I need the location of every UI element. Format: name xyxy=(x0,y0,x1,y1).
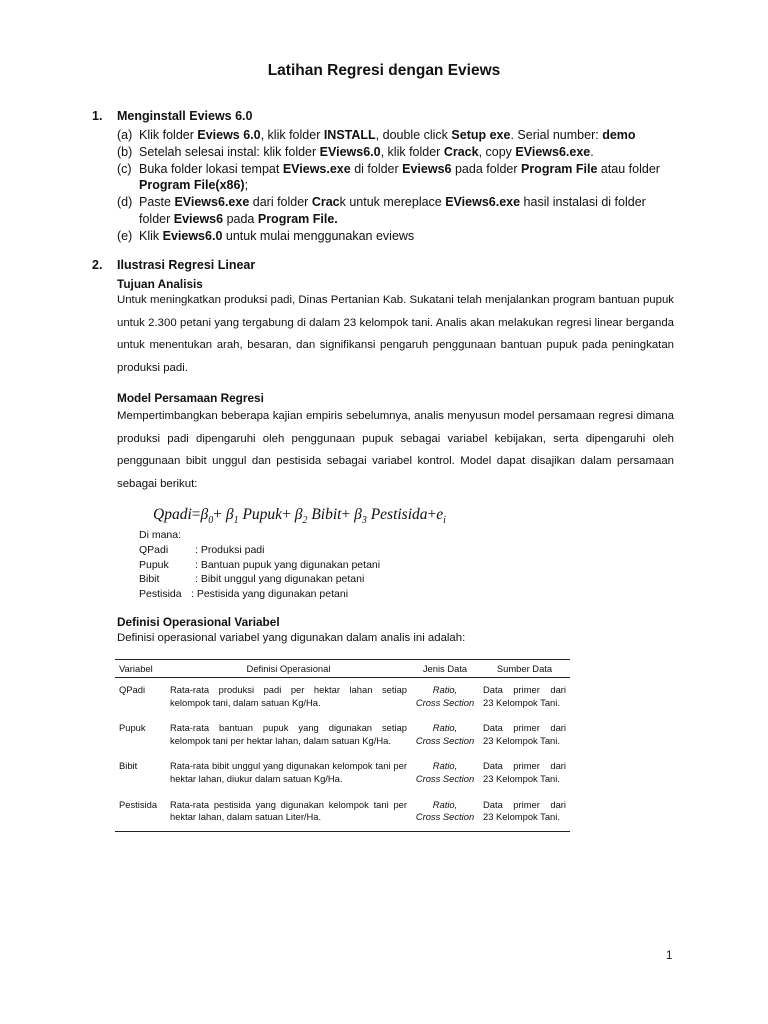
definition-table xyxy=(115,659,570,832)
regression-equation xyxy=(153,506,446,526)
step-label: (e) xyxy=(117,228,133,243)
cell-jenis xyxy=(411,760,479,798)
bold-term: Eviews6 xyxy=(173,211,224,226)
sumber-line: 23 Kelompok Tani. xyxy=(483,772,560,784)
cell-variable: QPadi xyxy=(119,684,146,695)
model-heading: Model Persamaan Regresi xyxy=(117,391,264,405)
step-text: Klik folder Eviews 6.0, klik folder INSTALL, double click Setup exe. Serial number: demo xyxy=(139,128,636,142)
sumber-line: 23 Kelompok Tani. xyxy=(483,811,560,823)
eq-var-pupuk: Pupuk xyxy=(242,506,283,523)
page-title: Latihan Regresi dengan Eviews xyxy=(267,62,501,79)
definisi-heading: Definisi Operasional Variabel xyxy=(117,615,280,629)
legend-desc: Bibit unggul yang digunakan petani xyxy=(200,573,365,586)
jenis-type: Ratio, xyxy=(432,798,458,810)
cell-jenis xyxy=(411,722,479,760)
table-row xyxy=(115,678,570,723)
step-text: Buka folder lokasi tempat EViews.exe di folder Eviews6 pada folder Program File atau folder Program File(x86); xyxy=(139,161,660,193)
jenis-kind: Cross Section xyxy=(415,696,475,708)
model-paragraph: Mempertimbangkan beberapa kajian empiris sebelumnya, analis menyusun model persamaan regresi dimana produksi padi dipengaruhi oleh penggunaan pupuk sebagai variabel kebijakan, serta dipengaruhi oleh penggunaan bibit unggul dan pestisida sebagai variabel kontrol. Model dapat disajikan dalam persamaan sebagai berikut: xyxy=(117,410,674,491)
table-row xyxy=(115,799,570,832)
eq-beta1-sub: 1 xyxy=(233,515,239,527)
eq-plus: + xyxy=(282,506,291,523)
table-header-cell: Sumber Data xyxy=(479,660,570,678)
jenis-type: Ratio, xyxy=(432,684,458,695)
jenis-type: Ratio, xyxy=(432,722,458,734)
eq-beta2: β xyxy=(294,506,303,523)
eq-beta0-sub: 0 xyxy=(208,515,214,527)
legend-row xyxy=(139,558,380,573)
page-number: 1 xyxy=(666,950,673,962)
legend-key: QPadi xyxy=(139,543,169,556)
step-label: (c) xyxy=(117,161,132,176)
cell-definition: Rata-rata produksi padi per hektar lahan setiap kelompok tani, dalam satuan Kg/Ha. xyxy=(170,684,407,708)
eq-beta2-sub: 2 xyxy=(302,515,308,527)
cell-variable: Pestisida xyxy=(115,799,166,832)
legend-desc: Pestisida yang digunakan petani xyxy=(196,588,349,601)
section-1-number: 1. xyxy=(92,109,103,123)
bold-term: EViews6.exe xyxy=(174,195,250,210)
install-step xyxy=(117,144,677,161)
table-header-cell: Variabel xyxy=(115,660,166,678)
bold-term: Program File. xyxy=(257,211,338,226)
jenis-kind: Cross Section xyxy=(415,772,475,784)
sumber-line: Data primer dari xyxy=(483,760,566,772)
eq-plus: + xyxy=(427,506,437,523)
bold-term: Program File xyxy=(520,161,598,176)
cell-definition: Rata-rata bibit unggul yang digunakan kelompok tani per hektar lahan, diukur dalam satuan Kg/Ha. xyxy=(170,760,407,784)
eq-error-sub: i xyxy=(443,515,446,527)
bold-term: Setup exe xyxy=(451,128,511,142)
table-row xyxy=(115,722,570,760)
cell-variable: Bibit xyxy=(119,760,138,772)
sumber-line: 23 Kelompok Tani. xyxy=(483,696,560,708)
eq-equals: = xyxy=(191,506,201,523)
bold-term: EViews6.0 xyxy=(319,144,381,159)
sumber-line: Data primer dari xyxy=(483,798,566,810)
cell-sumber xyxy=(479,722,570,760)
legend-row xyxy=(139,587,380,602)
eq-beta3-sub: 3 xyxy=(361,515,367,527)
eq-var-pestisida: Pestisida xyxy=(370,506,428,523)
eq-var-bibit: Bibit xyxy=(311,506,342,523)
legend-row xyxy=(139,543,380,558)
sumber-line: Data primer dari xyxy=(483,722,566,734)
install-steps-list xyxy=(117,127,677,245)
bold-term: demo xyxy=(602,128,636,142)
sumber-line: Data primer dari xyxy=(483,684,566,695)
bold-term: Program File(x86) xyxy=(139,178,245,193)
table-header-cell: Definisi Operasional xyxy=(166,660,411,678)
bold-term: EViews6.exe xyxy=(445,195,521,210)
install-step xyxy=(117,161,677,195)
jenis-kind: Cross Section xyxy=(415,811,475,823)
jenis-kind: Cross Section xyxy=(415,734,475,746)
eq-lhs: Qpadi xyxy=(153,506,192,523)
bold-term: INSTALL xyxy=(323,128,376,142)
bold-term: Eviews6.0 xyxy=(162,228,223,243)
legend-sep: : xyxy=(195,558,198,571)
bold-term: Eviews6 xyxy=(402,161,452,176)
eq-plus: + xyxy=(341,506,351,523)
legend-key: Pestisida xyxy=(139,588,182,601)
tujuan-paragraph: Untuk meningkatkan produksi padi, Dinas Pertanian Kab. Sukatani telah menjalankan program bantuan pupuk untuk 2.300 petani yang tergabung di dalam 23 kelompok tani. Analis akan melakukan regresi linear berganda untuk menentukan arah, besaran, dan signifikansi pengaruh penggunaan bantuan pupuk pada peningkatan produksi padi. xyxy=(117,294,674,375)
legend-key: Pupuk xyxy=(139,558,169,571)
legend-sep: : xyxy=(195,543,198,556)
legend-intro: Di mana: xyxy=(139,529,182,541)
cell-sumber xyxy=(479,678,570,723)
cell-definition: Rata-rata bantuan pupuk yang digunakan setiap kelompok tani per hektar lahan, dalam satuan Kg/Ha. xyxy=(170,722,407,746)
install-step xyxy=(117,228,677,245)
eq-beta1: β xyxy=(225,506,234,523)
eq-error: e xyxy=(436,506,444,523)
step-text: Klik Eviews6.0 untuk mulai menggunakan eviews xyxy=(139,228,415,243)
legend-key: Bibit xyxy=(139,573,160,586)
cell-sumber xyxy=(479,799,570,832)
section-2-number: 2. xyxy=(92,258,103,272)
jenis-type: Ratio, xyxy=(432,760,458,772)
step-label: (a) xyxy=(117,128,133,142)
section-2-title: Ilustrasi Regresi Linear xyxy=(117,258,256,272)
legend-sep: : xyxy=(195,573,198,586)
table-row xyxy=(115,760,570,798)
bold-term: EViews.exe xyxy=(282,161,351,176)
table-header-row xyxy=(115,660,570,678)
variable-legend xyxy=(139,528,380,602)
install-step xyxy=(117,194,677,228)
step-label: (b) xyxy=(117,144,133,159)
bold-term: Crac xyxy=(311,195,340,210)
tujuan-heading: Tujuan Analisis xyxy=(117,277,203,291)
legend-row xyxy=(139,572,380,587)
step-text: Paste EViews6.exe dari folder Crack untuk mereplace EViews6.exe hasil instalasi di folder folder Eviews6 pada Program File. xyxy=(139,195,646,226)
sumber-line: 23 Kelompok Tani. xyxy=(483,734,560,746)
step-label: (d) xyxy=(117,195,133,210)
cell-definition: Rata-rata pestisida yang digunakan kelompok tani per hektar lahan, dalam satuan Liter/Ha. xyxy=(166,799,411,832)
eq-beta0: β xyxy=(200,506,209,523)
eq-beta3: β xyxy=(354,506,362,523)
section-1-title: Menginstall Eviews 6.0 xyxy=(117,109,253,123)
definisi-paragraph: Definisi operasional variabel yang digunakan dalam analis ini adalah: xyxy=(117,632,466,644)
bold-term: Eviews 6.0 xyxy=(197,128,261,142)
legend-sep: : xyxy=(191,588,194,601)
bold-term: Crack xyxy=(443,144,479,159)
cell-variable: Pupuk xyxy=(119,722,146,734)
eq-plus: + xyxy=(213,506,222,523)
legend-desc: Bantuan pupuk yang digunakan petani xyxy=(200,558,381,571)
legend-desc: Produksi padi xyxy=(200,543,265,556)
cell-jenis xyxy=(411,799,479,832)
cell-sumber xyxy=(479,760,570,798)
install-step xyxy=(117,127,677,144)
cell-jenis xyxy=(411,678,479,723)
step-text: Setelah selesai instal: klik folder EViews6.0, klik folder Crack, copy EViews6.exe. xyxy=(139,144,594,159)
table-header-cell: Jenis Data xyxy=(411,660,479,678)
bold-term: EViews6.exe xyxy=(515,144,591,159)
